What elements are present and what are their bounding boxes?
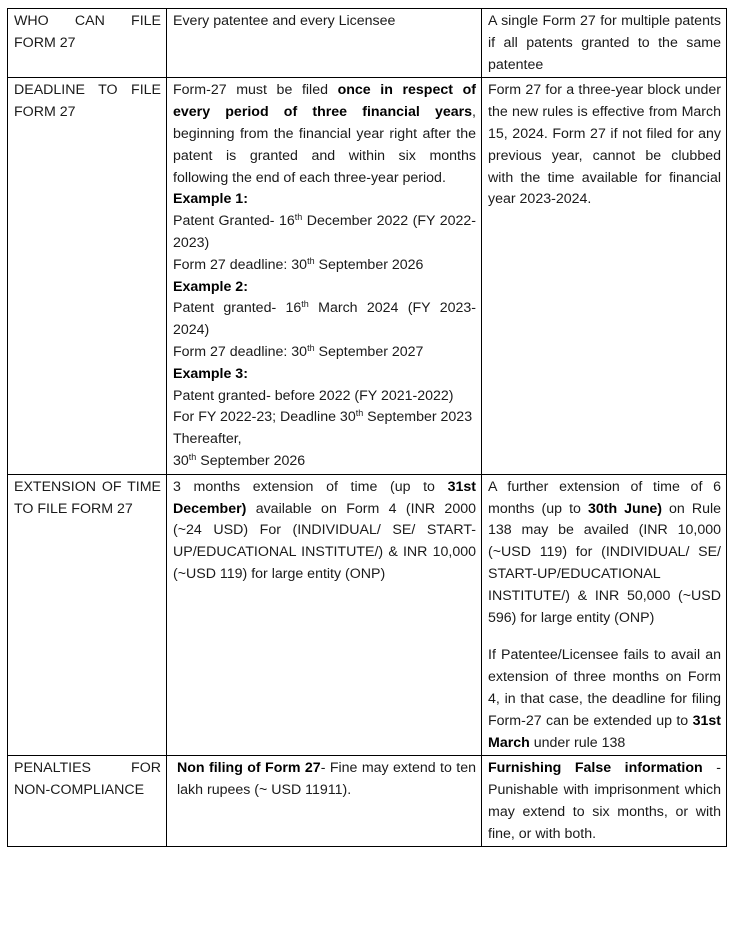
who-can-file-detail: Every patentee and every Licensee: [167, 9, 482, 78]
example-heading: Example 2:: [173, 278, 248, 295]
row-label: WHO CAN FILE FORM 27: [8, 9, 167, 78]
deadline-detail: Form-27 must be filed once in respect of every period of three financial years, beginning from the financial year right after the patent is granted and within six months following the end of each three-year period. Example 1: Patent Granted- 16th December 2022 (FY 2022-2023) Form 27 deadline: 30th September 2026 Example 2: Patent granted- 16th March 2024 (FY 2023-2024) Form 27 deadline: 30th September 2027 Example 3: Patent granted- before 2022 (FY 2021-2022) For FY 2022-23; Deadline 30th September 2023 Thereafter, 30th September 2026: [167, 78, 482, 474]
who-can-file-note: A single Form 27 for multiple patents if all patents granted to the same patentee: [482, 9, 727, 78]
deadline-note: Form 27 for a three-year block under the new rules is effective from March 15, 2024. Form 27 if not filed for any previous year, cannot be clubbed with the time available for financial year 2023-2024.: [482, 78, 727, 474]
row-label: DEADLINE TO FILE FORM 27: [8, 78, 167, 474]
extension-form4-detail: 3 months extension of time (up to 31st December) available on Form 4 (INR 2000 (~24 USD) For (INDIVIDUAL/ SE/ START-UP/EDUCATIONAL INSTITUTE/) & INR 10,000 (~USD 119) for large entity (ONP): [167, 474, 482, 756]
table-row-deadline: [8, 78, 727, 474]
table-row-penalties: [8, 756, 727, 847]
form27-table: [7, 8, 727, 847]
penalty-non-filing: Non filing of Form 27- Fine may extend to ten lakh rupees (~ USD 11911).: [167, 756, 482, 847]
extension-rule138-detail: A further extension of time of 6 months (up to 30th June) on Rule 138 may be availed (INR 10,000 (~USD 119) for (INDIVIDUAL/ SE/ START-UP/EDUCATIONAL INSTITUTE/) & INR 50,000 (~USD 596) for large entity (ONP) If Patentee/Licensee fails to avail an extension of three months on Form 4, in that case, the deadline for filing Form-27 can be extended up to 31st March under rule 138: [482, 474, 727, 756]
row-label: EXTENSION OF TIME TO FILE FORM 27: [8, 474, 167, 756]
table-row-who-can-file: [8, 9, 727, 78]
penalty-false-info: Furnishing False information - Punishable with imprisonment which may extend to six months, or with fine, or with both.: [482, 756, 727, 847]
example-heading: Example 3:: [173, 365, 248, 382]
example-heading: Example 1:: [173, 191, 248, 208]
table-row-extension: [8, 474, 727, 756]
row-label: PENALTIES FOR NON-COMPLIANCE: [8, 756, 167, 847]
